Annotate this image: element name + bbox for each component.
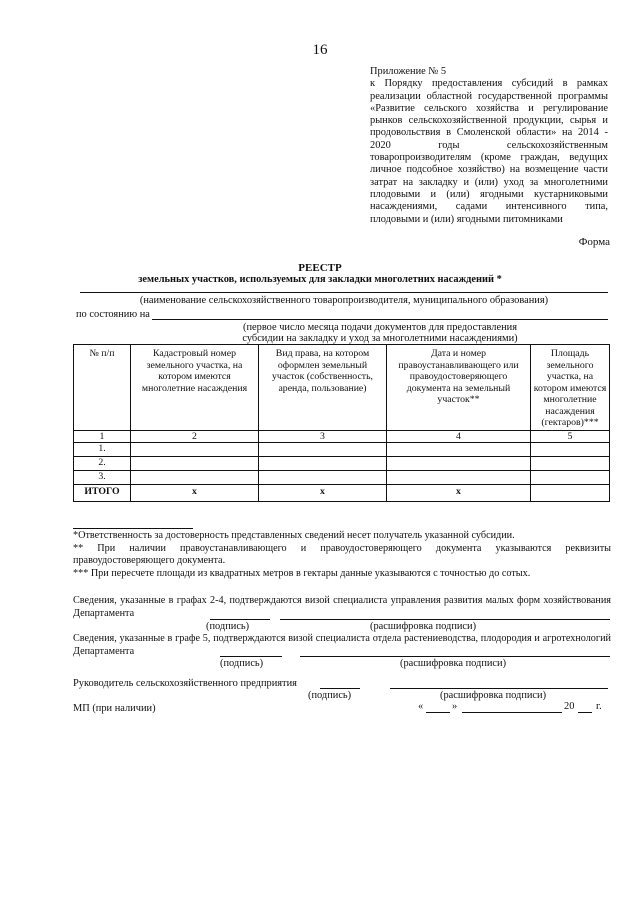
- head-label: Руководитель сельскохозяйственного предприятия: [73, 678, 297, 689]
- row-index: 3.: [74, 470, 131, 484]
- register-title: РЕЕСТР: [298, 262, 342, 274]
- footnotes: [73, 530, 611, 580]
- table-header-row: [74, 345, 610, 431]
- column-number: 4: [387, 430, 531, 442]
- header-area: Площадь земельного участка, на котором имеются многолетние насаждения (гектаров)***: [531, 345, 610, 431]
- date-close-quote: »: [452, 701, 458, 712]
- confirm1-decode-line[interactable]: [280, 619, 610, 620]
- column-number: 1: [74, 430, 131, 442]
- cell-area[interactable]: [531, 442, 610, 456]
- footnote-separator: [73, 528, 193, 529]
- header-cadastral: Кадастровый номер земельного участка, на котором имеются многолетние насаждения: [131, 345, 259, 431]
- confirm2-sign-line[interactable]: [220, 656, 282, 657]
- footnote-2: ** При наличии правоустанавливающего и правоудостоверяющего документа указываются реквизиты правоудостоверяющего документа.: [73, 542, 611, 566]
- date-month-line[interactable]: [462, 712, 562, 713]
- table-row: [74, 456, 610, 470]
- cell-right-type[interactable]: [259, 442, 387, 456]
- total-mark: х: [387, 484, 531, 501]
- as-of-label: по состоянию на: [76, 309, 150, 320]
- as-of-date-line[interactable]: [152, 319, 608, 320]
- head-decode-line[interactable]: [390, 688, 608, 689]
- table-row: [74, 442, 610, 456]
- register-subtitle: земельных участков, используемых для закладки многолетних насаждений *: [138, 274, 502, 285]
- date-year-line[interactable]: [578, 712, 592, 713]
- cell-area[interactable]: [531, 470, 610, 484]
- total-mark: х: [131, 484, 259, 501]
- date-year-prefix: 20: [564, 701, 575, 712]
- cell-document[interactable]: [387, 470, 531, 484]
- confirm2-decode-line[interactable]: [300, 656, 610, 657]
- date-field: [418, 701, 610, 715]
- register-table: [73, 344, 610, 502]
- cell-right-type[interactable]: [259, 470, 387, 484]
- column-number: 5: [531, 430, 610, 442]
- cell-right-type[interactable]: [259, 456, 387, 470]
- total-row: [74, 484, 610, 501]
- confirmation-2: Сведения, указанные в графе 5, подтверждаются визой специалиста отдела растениеводства, плодородия и агротехнологий Департамента: [73, 633, 611, 657]
- column-number: 2: [131, 430, 259, 442]
- footnote-1: *Ответственность за достоверность представленных сведений несет получатель указанной субсидии.: [73, 530, 515, 541]
- confirm2-sign-caption: (подпись): [220, 658, 264, 669]
- head-sign-caption: (подпись): [308, 690, 352, 701]
- header-right-type: Вид права, на котором оформлен земельный участок (собственность, аренда, пользование): [259, 345, 387, 431]
- total-mark: х: [259, 484, 387, 501]
- cell-cadastral[interactable]: [131, 470, 259, 484]
- confirm2-decode-caption: (расшифровка подписи): [400, 658, 507, 669]
- cell-cadastral[interactable]: [131, 442, 259, 456]
- footnote-3: *** При пересчете площади из квадратных метров в гектары данные указываются с точностью до сотых.: [73, 567, 531, 579]
- appendix-block: [370, 66, 608, 226]
- cell-document[interactable]: [387, 442, 531, 456]
- page-number: 16: [312, 42, 328, 58]
- table-row: [74, 470, 610, 484]
- column-number: 3: [259, 430, 387, 442]
- header-index: № п/п: [74, 345, 131, 431]
- producer-line[interactable]: [80, 292, 608, 293]
- confirmation-1: Сведения, указанные в графах 2-4, подтверждаются визой специалиста управления развития малых форм хозяйствования Департамента: [73, 595, 611, 619]
- header-document: Дата и номер правоустанавливающего или правоудостоверяющего документа на земельный участок**: [387, 345, 531, 431]
- total-label: ИТОГО: [74, 484, 131, 501]
- appendix-heading: Приложение № 5: [370, 66, 447, 77]
- form-label: Форма: [578, 236, 610, 248]
- confirm1-sign-caption: (подпись): [206, 621, 250, 632]
- column-numbers-row: [74, 430, 610, 442]
- cell-area[interactable]: [531, 456, 610, 470]
- stamp-label: МП (при наличии): [73, 703, 156, 714]
- cell-total-area[interactable]: [531, 484, 610, 501]
- confirm1-decode-caption: (расшифровка подписи): [370, 621, 477, 632]
- cell-document[interactable]: [387, 456, 531, 470]
- confirm1-sign-line[interactable]: [210, 619, 270, 620]
- head-decode-caption: (расшифровка подписи): [440, 690, 547, 701]
- cell-cadastral[interactable]: [131, 456, 259, 470]
- date-day-line[interactable]: [426, 712, 450, 713]
- row-index: 2.: [74, 456, 131, 470]
- date-caption-2: субсидии на закладку и уход за многолетними насаждениями): [242, 333, 518, 344]
- head-sign-line[interactable]: [320, 688, 360, 689]
- date-year-suffix: г.: [596, 701, 602, 712]
- appendix-body: к Порядку предоставления субсидий в рамках реализации областной государственной программы «Развитие сельского хозяйства и регулирование рынков сельскохозяйственной продукции, сырья и продовольствия в Смоленской области» на 2014 - 2020 годы сельскохозяйственным товаропроизводителям (кроме граждан, ведущих личное подсобное хозяйство) на возмещение части затрат на закладку и (или) уход за многолетними плодовыми и (или) ягодными кустарниковыми насаждениями, садами интенсивного типа, плодовыми и (или) ягодными питомниками: [370, 78, 608, 225]
- producer-caption: (наименование сельскохозяйственного товаропроизводителя, муниципального образования): [139, 295, 549, 306]
- date-caption-1: (первое число месяца подачи документов для предоставления: [243, 322, 517, 333]
- row-index: 1.: [74, 442, 131, 456]
- date-open-quote: «: [418, 701, 424, 712]
